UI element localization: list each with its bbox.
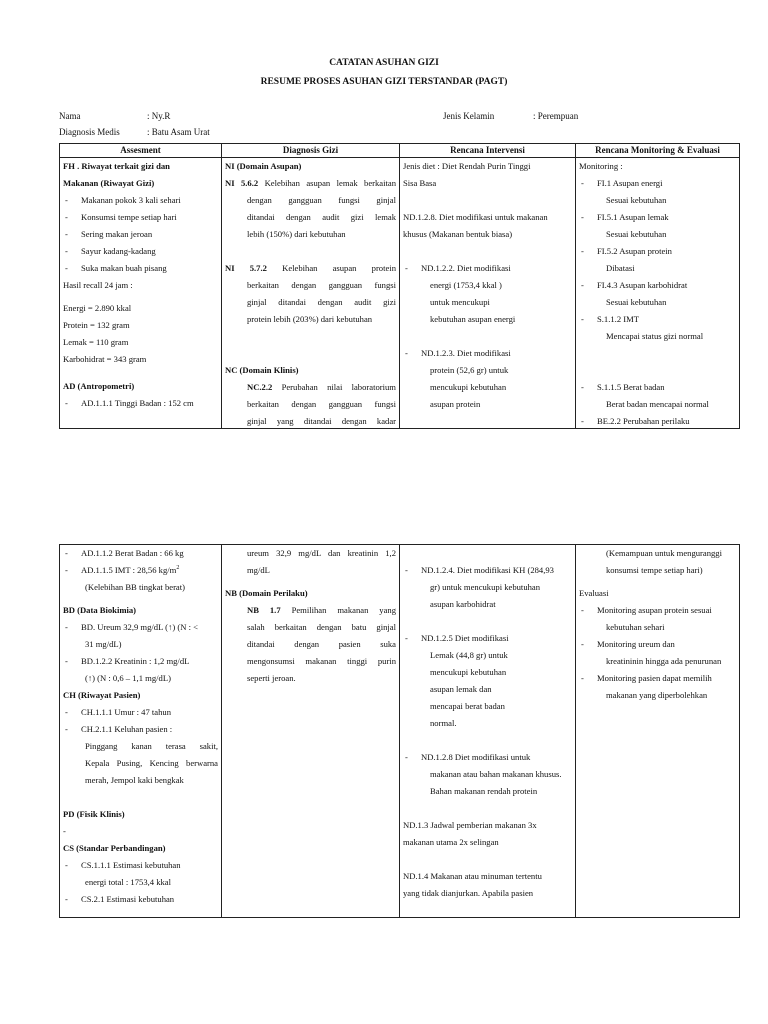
text-line: mencukupi kebutuhan [430, 382, 507, 392]
list-item: - FI.5.2 Asupan protein [579, 243, 736, 260]
header-rencana-intervensi: Rencana Intervensi [400, 144, 576, 158]
list-item: - Suka makan buah pisang [63, 260, 218, 277]
list-item: - ND.1.2.5 Diet modifikasi [403, 630, 572, 647]
text-line: dengan gangguan fungsi ginjal [247, 195, 396, 205]
text-line: khusus (Makanan bentuk biasa) [403, 229, 513, 239]
text-line: protein (52,6 gr) untuk [430, 365, 509, 375]
text-line: kreatininin hingga ada penurunan [606, 656, 722, 666]
text-line: gr) untuk mencukupi kebutuhan [430, 582, 541, 592]
text-line: Bahan makanan rendah protein [430, 786, 538, 796]
text-line: normal. [430, 718, 457, 728]
pagt-table-page-2 [59, 544, 740, 918]
text-line: (Kelebihan BB tingkat berat) [85, 582, 185, 592]
text-line: Kelebihan asupan lemak berkaitan [264, 178, 396, 188]
assesment-cell [60, 158, 222, 429]
list-item: - CS.2.1 Estimasi kebutuhan [63, 891, 218, 908]
text-line: konsumsi tempe setiap hari) [606, 565, 703, 575]
document-title: CATATAN ASUHAN GIZI [329, 58, 439, 68]
list-item: - Monitoring asupan protein sesuai [579, 602, 736, 619]
text-line: energi (1753,4 kkal ) [430, 280, 502, 290]
code-label: NC.2.2 [247, 382, 273, 392]
text-line: energi total : 1753,4 kkal [85, 877, 172, 887]
intervensi-cell [400, 158, 576, 429]
section-heading: NI (Domain Asupan) [225, 161, 302, 171]
text-line: merah, Jempol kaki bengkak [85, 775, 184, 785]
list-item: - ND.1.2.3. Diet modifikasi [403, 345, 572, 362]
text-line: ND.1.3 Jadwal pemberian makanan 3x [403, 820, 537, 830]
list-item: AD.1.1.5 IMT : 28,56 kg/m [81, 565, 177, 575]
monitoring-cell [576, 158, 740, 429]
code-label: NI 5.6.2 [225, 178, 259, 188]
pagt-table-page-1 [59, 143, 740, 429]
section-heading: NB (Domain Perilaku) [225, 588, 308, 598]
text-line: Sesuai kebutuhan [606, 229, 667, 239]
list-item: - S.1.1.2 IMT [579, 311, 736, 328]
text-line: asupan protein [430, 399, 481, 409]
list-item: - FI.1 Asupan energi [579, 175, 736, 192]
section-heading: AD (Antropometri) [63, 381, 135, 391]
intervensi-cell [400, 545, 576, 918]
text-line: protein lebih (203%) dari kebutuhan [247, 314, 373, 324]
text-line: (Kemampuan untuk menguranggi [606, 548, 722, 558]
list-item: - ND.1.2.2. Diet modifikasi [403, 260, 572, 277]
text-line: (↑) (N : 0,6 – 1,1 mg/dL) [85, 673, 171, 683]
list-item: - BD.1.2.2 Kreatinin : 1,2 mg/dL [63, 653, 218, 670]
list-item: - ND.1.2.8 Diet modifikasi untuk [403, 749, 572, 766]
diagnosis-cell [222, 545, 400, 918]
list-item: - CS.1.1.1 Estimasi kebutuhan [63, 857, 218, 874]
text-line: Karbohidrat = 343 gram [63, 354, 147, 364]
list-item: - ND.1.2.4. Diet modifikasi KH (284,93 [403, 562, 572, 579]
text-line: Hasil recall 24 jam : [63, 280, 133, 290]
list-item: - FI.4.3 Asupan karbohidrat [579, 277, 736, 294]
header-rencana-monitoring: Rencana Monitoring & Evaluasi [576, 144, 740, 158]
text-line: - [63, 826, 66, 836]
list-item: - S.1.1.5 Berat badan [579, 379, 736, 396]
document-subtitle: RESUME PROSES ASUHAN GIZI TERSTANDAR (PAGT) [260, 77, 508, 87]
section-heading: BD (Data Biokimia) [63, 605, 137, 615]
text-line: mg/dL [247, 565, 270, 575]
text-line: Pinggang kanan terasa sakit, [85, 741, 218, 751]
list-item: - AD.1.1.2 Berat Badan : 66 kg [63, 545, 218, 562]
text-line: Monitoring : [579, 161, 623, 171]
list-item: - AD.1.1.1 Tinggi Badan : 152 cm [63, 395, 218, 412]
header-assesment: Assesment [60, 144, 222, 158]
text-line: mencapai berat badan [430, 701, 505, 711]
text-line: salah berkaitan dengan batu ginjal [247, 622, 396, 632]
text-line: kebutuhan sehari [606, 622, 665, 632]
text-line: Pemilihan makanan yang [291, 605, 396, 615]
assesment-cell [60, 545, 222, 918]
list-item: - BE.2.2 Perubahan perilaku [579, 413, 736, 426]
text-line: asupan lemak dan [430, 684, 492, 694]
list-item: - Sering makan jeroan [63, 226, 218, 243]
diagnosis-cell [222, 158, 400, 429]
text-line: ditandai dengan audit gizi lemak [247, 212, 396, 222]
text-line: lebih (150%) dari kebutuhan [247, 229, 346, 239]
text-line: asupan karbohidrat [430, 599, 496, 609]
text-line: ureum 32,9 mg/dL dan kreatinin 1,2 [247, 548, 396, 558]
list-item: - FI.5.1 Asupan lemak [579, 209, 736, 226]
text-line: Sesuai kebutuhan [606, 297, 667, 307]
code-label: NB 1.7 [247, 605, 281, 615]
sex-value: : Perempuan [533, 111, 579, 121]
list-item: - Makanan pokok 3 kali sehari [63, 192, 218, 209]
text-line: mencukupi kebutuhan [430, 667, 507, 677]
text-line: yang tidak dianjurkan. Apabila pasien [403, 888, 534, 898]
section-heading: PD (Fisik Klinis) [63, 809, 125, 819]
text-line: ginjal ditandai dengan audit gizi [247, 297, 396, 307]
text-line: ditandai dengan pasien suka [247, 639, 396, 649]
text-line: Evaluasi [579, 588, 609, 598]
text-line: Kepala Pusing, Kencing berwarna [85, 758, 218, 768]
text-line: Perubahan nilai laboratorium [281, 382, 396, 392]
list-item: - Sayur kadang-kadang [63, 243, 218, 260]
text-line: ginjal yang ditandai dengan kadar [247, 416, 396, 426]
text-line: ND.1.2.8. Diet modifikasi untuk makanan [403, 212, 548, 222]
text-line: makanan yang diperbolehkan [606, 690, 708, 700]
list-item: - BD. Ureum 32,9 mg/dL (↑) (N : < [63, 619, 218, 636]
text-line: makanan atau bahan makanan khusus. [430, 769, 562, 779]
text-line: mengonsumsi makanan tinggi purin [247, 656, 396, 666]
text-line: Energi = 2.890 kkal [63, 303, 132, 313]
text-line: berkaitan dengan gangguan fungsi [247, 280, 396, 290]
section-heading: FH . Riwayat terkait gizi dan [63, 161, 170, 171]
monitoring-cell [576, 545, 740, 918]
name-label: Nama [59, 111, 81, 121]
text-line: Protein = 132 gram [63, 320, 130, 330]
text-line: Sisa Basa [403, 178, 437, 188]
list-item: - Monitoring ureum dan [579, 636, 736, 653]
text-line: berkaitan dengan gangguan fungsi [247, 399, 396, 409]
text-line: Lemak = 110 gram [63, 337, 129, 347]
text-line: untuk mencukupi [430, 297, 490, 307]
superscript: 2 [176, 565, 180, 572]
text-line: kebutuhan asupan energi [430, 314, 516, 324]
text-line: ND.1.4 Makanan atau minuman tertentu [403, 871, 542, 881]
section-heading: CH (Riwayat Pasien) [63, 690, 141, 700]
header-diagnosis-gizi: Diagnosis Gizi [222, 144, 400, 158]
text-line: Sesuai kebutuhan [606, 195, 667, 205]
section-heading: CS (Standar Perbandingan) [63, 843, 166, 853]
name-value: : Ny.R [147, 111, 171, 121]
list-item: - Monitoring pasien dapat memilih [579, 670, 736, 687]
diagnosis-value: : Batu Asam Urat [147, 127, 210, 137]
text-line: Kelebihan asupan protein [282, 263, 396, 273]
text-line: Dibatasi [606, 263, 635, 273]
diagnosis-label: Diagnosis Medis [59, 127, 120, 137]
text-line: makanan utama 2x selingan [403, 837, 499, 847]
list-item: - CH.1.1.1 Umur : 47 tahun [63, 704, 218, 721]
text-line: Mencapai status gizi normal [606, 331, 704, 341]
section-heading: Makanan (Riwayat Gizi) [63, 178, 155, 188]
list-item: - CH.2.1.1 Keluhan pasien : [63, 721, 218, 738]
text-line: 31 mg/dL) [85, 639, 122, 649]
list-item: - Konsumsi tempe setiap hari [63, 209, 218, 226]
text-line: seperti jeroan. [247, 673, 296, 683]
code-label: NI 5.7.2 [225, 263, 267, 273]
section-heading: NC (Domain Klinis) [225, 365, 299, 375]
text-line: Berat badan mencapai normal [606, 399, 709, 409]
sex-label: Jenis Kelamin [443, 111, 495, 121]
text-line: Jenis diet : Diet Rendah Purin Tinggi [403, 161, 531, 171]
text-line: Lemak (44,8 gr) untuk [430, 650, 508, 660]
